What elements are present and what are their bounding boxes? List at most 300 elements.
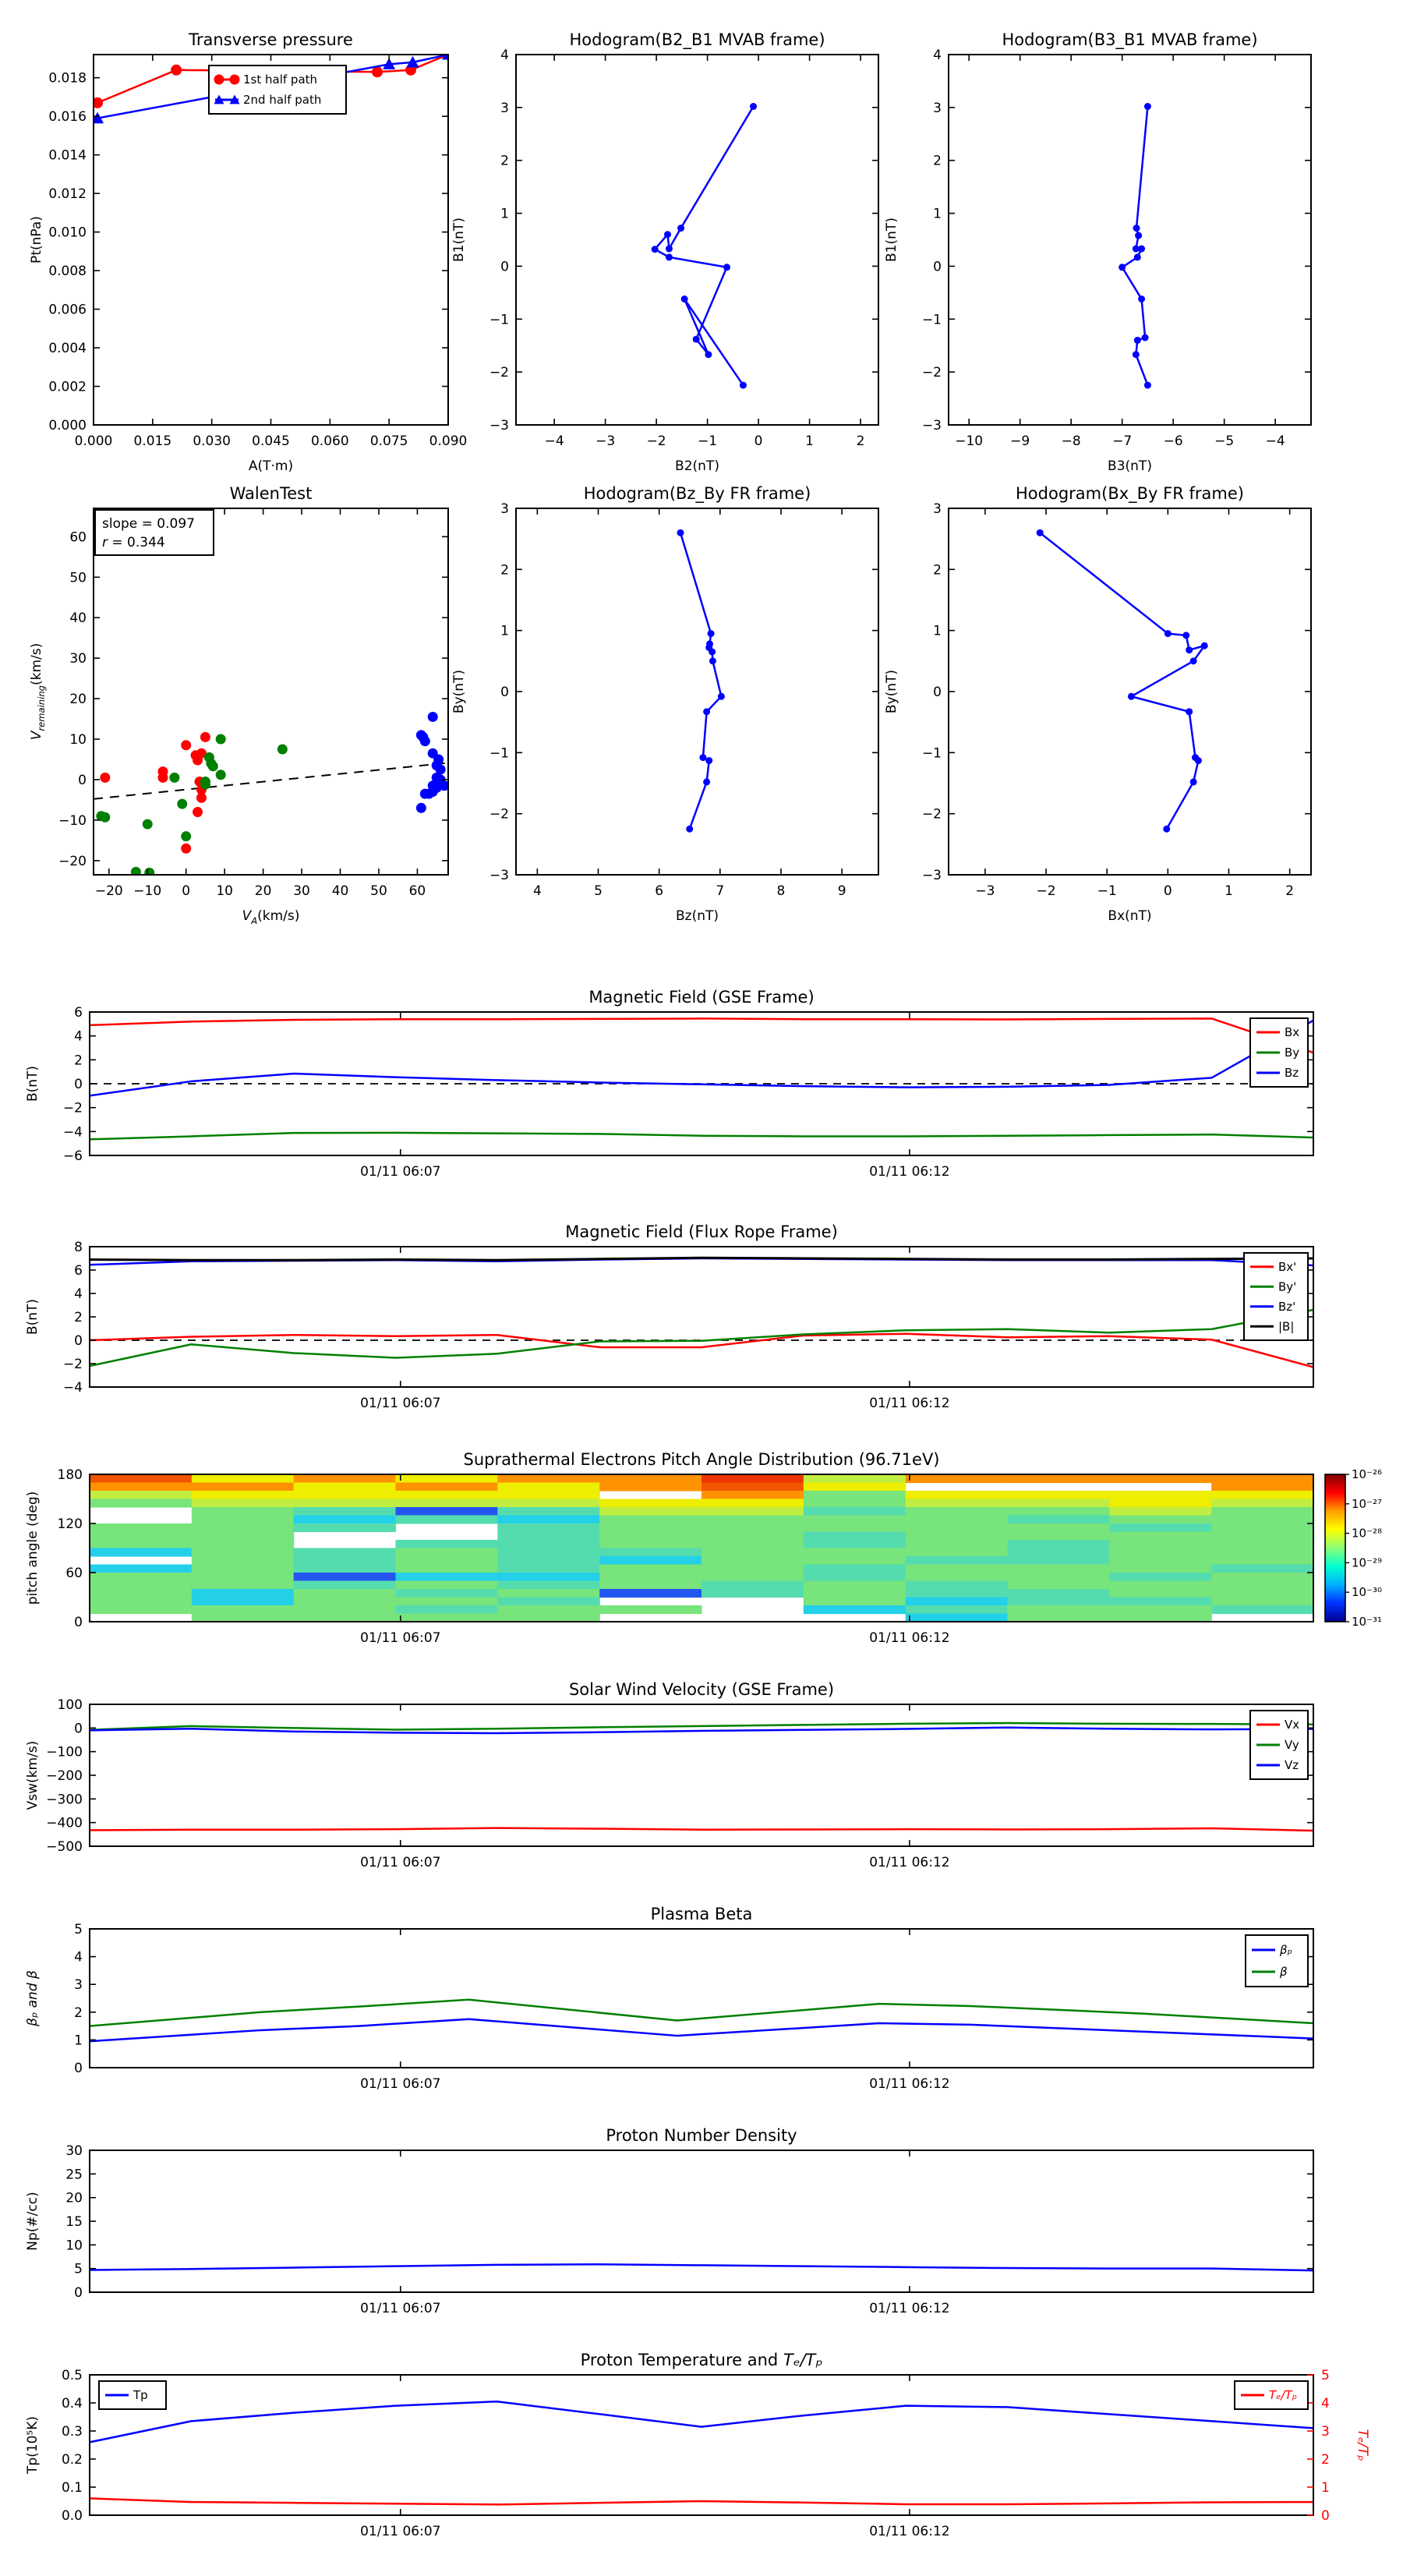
heatmap-cell xyxy=(804,1491,906,1499)
heatmap-cell xyxy=(90,1581,192,1590)
plot-frame xyxy=(949,55,1311,425)
heatmap-cell xyxy=(1109,1573,1211,1581)
data-point-marker xyxy=(1144,382,1151,389)
heatmap-cell xyxy=(906,1556,1008,1565)
heatmap-cell xyxy=(294,1474,396,1483)
x-axis-label: Bx(nT) xyxy=(1108,908,1152,924)
legend-label: βₚ xyxy=(1280,1943,1292,1957)
y-axis-label: B(nT) xyxy=(25,1298,41,1336)
y-tick-label: 0.018 xyxy=(48,70,87,87)
data-point-marker xyxy=(703,778,710,785)
heatmap-cell xyxy=(599,1605,702,1614)
heatmap-cell xyxy=(804,1605,906,1614)
heatmap-cell xyxy=(804,1556,906,1565)
y-axis-label: By(nT) xyxy=(884,669,899,714)
y-tick-label: 0.4 xyxy=(61,2396,83,2411)
y-tick-label: 3 xyxy=(500,100,509,116)
heatmap-cell xyxy=(1211,1598,1313,1606)
y-tick-label: 4 xyxy=(500,48,509,63)
plot-walen xyxy=(29,484,450,926)
y-tick-label: −2 xyxy=(62,1357,83,1372)
y-axis-label: Tp(10⁵K) xyxy=(25,2415,41,2475)
data-point-marker xyxy=(1037,529,1044,536)
data-point-marker xyxy=(193,807,203,817)
heatmap-cell xyxy=(294,1507,396,1516)
heatmap-cell xyxy=(599,1523,702,1532)
heatmap-cell xyxy=(90,1565,192,1573)
data-point-marker xyxy=(420,789,430,799)
plot-bzby xyxy=(451,484,878,924)
x-tick-label: −10 xyxy=(133,883,162,899)
plot-b2b1 xyxy=(451,30,878,474)
heatmap-cell xyxy=(804,1573,906,1581)
data-point-marker xyxy=(372,66,383,77)
y-tick-label: 2 xyxy=(74,2005,83,2021)
heatmap-cell xyxy=(396,1474,498,1483)
plot-title: Proton Temperature and Tₑ/Tₚ xyxy=(580,2351,823,2369)
heatmap-cell xyxy=(294,1573,396,1581)
heatmap-cell xyxy=(1109,1581,1211,1590)
x-tick-label: 0.000 xyxy=(74,433,113,449)
y-tick-label: 2 xyxy=(933,153,942,169)
y-tick-label: 0 xyxy=(78,772,87,788)
heatmap-cell xyxy=(497,1565,599,1573)
data-point-marker xyxy=(177,799,187,809)
x-tick-label: 10 xyxy=(216,883,233,899)
x-tick-label: 0 xyxy=(1163,883,1172,899)
y-tick-label: −2 xyxy=(489,365,509,381)
y-axis-label: Vsw(km/s) xyxy=(25,1740,41,1810)
y-tick-label: 2 xyxy=(933,562,942,579)
heatmap-cell xyxy=(1008,1565,1110,1573)
legend-label: Tp xyxy=(133,2388,148,2402)
x-tick-label: −7 xyxy=(1112,433,1133,449)
heatmap-cell xyxy=(497,1548,599,1557)
data-point-marker xyxy=(200,780,210,790)
y-tick-label: 5 xyxy=(74,2261,83,2277)
y-tick-label: 0.3 xyxy=(61,2424,83,2440)
data-point-marker xyxy=(1182,632,1189,639)
series-Te/Tp xyxy=(90,2498,1313,2504)
heatmap-cell xyxy=(192,1605,294,1614)
heatmap-cell xyxy=(599,1589,702,1598)
plot-title: Hodogram(Bx_By FR frame) xyxy=(1016,484,1244,503)
plot-data-area xyxy=(90,1018,1313,1139)
data-point-marker xyxy=(1195,757,1202,764)
heatmap-cell xyxy=(90,1491,192,1499)
data-point-marker xyxy=(1134,253,1141,260)
heatmap-cell xyxy=(599,1548,702,1557)
data-point-marker xyxy=(1201,642,1208,649)
y-tick-label: 6 xyxy=(74,1005,83,1021)
x-tick-label: −2 xyxy=(646,433,666,449)
y-tick-label: 0 xyxy=(74,1721,83,1737)
right-y-tick-label: 3 xyxy=(1321,2424,1330,2440)
x-tick-label: 4 xyxy=(532,883,542,899)
plot-frame xyxy=(90,1929,1313,2068)
heatmap-cell xyxy=(90,1589,192,1598)
heatmap-cell xyxy=(804,1589,906,1598)
right-y-tick-label: 2 xyxy=(1321,2452,1330,2468)
y-tick-label: 50 xyxy=(69,570,87,586)
heatmap-cell xyxy=(702,1548,804,1557)
legend-label: 2nd half path xyxy=(243,93,322,107)
heatmap-cell xyxy=(599,1573,702,1581)
colorbar-tick-label: 10⁻²⁷ xyxy=(1352,1496,1383,1511)
heatmap-cell xyxy=(90,1474,192,1483)
heatmap-cell xyxy=(1211,1605,1313,1614)
y-tick-label: 100 xyxy=(57,1697,83,1713)
heatmap-cell xyxy=(1109,1598,1211,1606)
heatmap-cell xyxy=(192,1573,294,1581)
heatmap-cell xyxy=(294,1516,396,1524)
legend-label: Vx xyxy=(1285,1718,1300,1732)
heatmap-cell xyxy=(1211,1483,1313,1491)
heatmap-cell xyxy=(1109,1491,1211,1499)
y-tick-label: −1 xyxy=(921,745,942,762)
x-tick-label: 2 xyxy=(1285,883,1295,899)
heatmap-cell xyxy=(702,1581,804,1590)
x-axis-label: $V_A(km/s)$ xyxy=(242,908,300,926)
data-point-marker xyxy=(705,351,712,358)
data-point-marker xyxy=(169,773,179,783)
series-By' xyxy=(90,1310,1313,1366)
plot-title: Transverse pressure xyxy=(189,30,353,49)
x-tick-label: −8 xyxy=(1061,433,1081,449)
heatmap-cell xyxy=(702,1507,804,1516)
heatmap-cell xyxy=(1008,1516,1110,1524)
x-tick-label: 0.045 xyxy=(252,433,290,449)
series-Np xyxy=(90,2264,1313,2270)
heatmap-cell xyxy=(1109,1614,1211,1622)
heatmap-cell xyxy=(1008,1540,1110,1548)
heatmap-cell xyxy=(497,1598,599,1606)
heatmap-cell xyxy=(396,1589,498,1598)
heatmap-cell xyxy=(192,1565,294,1573)
heatmap-cell xyxy=(1109,1589,1211,1598)
x-tick-label: 1 xyxy=(805,433,814,449)
y-tick-label: 1 xyxy=(933,206,942,222)
heatmap-cell xyxy=(599,1499,702,1508)
y-tick-label: −4 xyxy=(62,1124,83,1141)
series-By xyxy=(90,1133,1313,1139)
heatmap-cell xyxy=(90,1605,192,1614)
heatmap-cell xyxy=(396,1605,498,1614)
heatmap-cell xyxy=(906,1548,1008,1557)
y-tick-label: 0.004 xyxy=(48,341,87,357)
heatmap-cell xyxy=(804,1565,906,1573)
plot-frame xyxy=(516,55,878,425)
heatmap-cell xyxy=(906,1540,1008,1548)
plot-data-area xyxy=(652,103,757,389)
plot-title: Proton Number Density xyxy=(606,2126,797,2145)
data-point-marker xyxy=(1128,693,1135,700)
heatmap-cell xyxy=(1211,1474,1313,1483)
heatmap-cell xyxy=(1211,1507,1313,1516)
y-tick-label: 10 xyxy=(65,2238,83,2254)
heatmap-cell xyxy=(294,1556,396,1565)
heatmap-cell xyxy=(1211,1532,1313,1541)
plot-gse xyxy=(25,988,1313,1180)
heatmap-cell xyxy=(1008,1556,1110,1565)
heatmap-cell xyxy=(192,1540,294,1548)
y-tick-label: 1 xyxy=(933,623,942,639)
heatmap-cell xyxy=(1008,1614,1110,1622)
heatmap-cell xyxy=(1008,1499,1110,1508)
plot-title: Solar Wind Velocity (GSE Frame) xyxy=(568,1680,835,1699)
data-point-marker xyxy=(677,225,684,232)
heatmap-cell xyxy=(497,1516,599,1524)
x-tick-label: −1 xyxy=(1097,883,1117,899)
heatmap-cell xyxy=(1211,1589,1313,1598)
heatmap-cell xyxy=(1109,1532,1211,1541)
heatmap-cell xyxy=(804,1507,906,1516)
y-tick-label: 2 xyxy=(500,153,509,169)
heatmap-cell xyxy=(396,1483,498,1491)
plot-data-area xyxy=(90,2000,1313,2041)
heatmap-cell xyxy=(599,1474,702,1483)
heatmap-cell xyxy=(294,1491,396,1499)
heatmap-cell xyxy=(90,1499,192,1508)
y-tick-label: 0 xyxy=(74,1333,83,1349)
heatmap-cell xyxy=(396,1556,498,1565)
y-tick-label: 25 xyxy=(65,2167,83,2183)
colorbar-tick-label: 10⁻³¹ xyxy=(1352,1615,1383,1629)
plot-data-area xyxy=(90,1258,1313,1367)
annotation-line: slope = 0.097 xyxy=(102,516,195,532)
heatmap-cell xyxy=(90,1598,192,1606)
heatmap-cell xyxy=(1008,1548,1110,1557)
data-point-marker xyxy=(216,734,226,745)
y-axis-label: B1(nT) xyxy=(884,218,899,262)
heatmap-cell xyxy=(1109,1499,1211,1508)
data-point-marker xyxy=(1186,708,1193,715)
heatmap-cell xyxy=(1211,1516,1313,1524)
x-tick-label: 20 xyxy=(254,883,272,899)
heatmap-cell xyxy=(497,1523,599,1532)
y-tick-label: 0 xyxy=(500,259,509,275)
y-axis-label: B(nT) xyxy=(25,1065,41,1102)
x-axis-label: A(T·m) xyxy=(248,458,294,474)
x-tick-label: 01/11 06:12 xyxy=(869,1396,950,1411)
y-tick-label: 0 xyxy=(500,685,509,700)
y-tick-label: −2 xyxy=(62,1100,83,1116)
heatmap-cell xyxy=(1211,1556,1313,1565)
y-tick-label: −400 xyxy=(46,1815,83,1831)
y-tick-label: 4 xyxy=(74,1286,83,1302)
series-Vx xyxy=(90,1828,1313,1831)
y-axis-label: By(nT) xyxy=(451,669,467,714)
y-tick-label: 0 xyxy=(74,2285,83,2301)
heatmap-cell xyxy=(906,1516,1008,1524)
heatmap-cell xyxy=(599,1581,702,1590)
x-tick-label: 01/11 06:07 xyxy=(360,1164,441,1180)
heatmap-cell xyxy=(497,1499,599,1508)
data-point-marker xyxy=(703,708,710,715)
heatmap-cell xyxy=(497,1589,599,1598)
heatmap-cell xyxy=(906,1605,1008,1614)
colorbar-tick-label: 10⁻²⁸ xyxy=(1352,1526,1383,1541)
y-axis-label: βₚ and β xyxy=(25,1970,41,2026)
legend-label: Vy xyxy=(1285,1738,1299,1752)
x-tick-label: 9 xyxy=(837,883,846,899)
x-tick-label: 0.090 xyxy=(429,433,468,449)
heatmap-cell xyxy=(1008,1581,1110,1590)
legend xyxy=(1246,1935,1308,1987)
heatmap-cell xyxy=(702,1589,804,1598)
heatmap-cell xyxy=(1211,1573,1313,1581)
y-tick-label: −300 xyxy=(46,1792,83,1808)
y-tick-label: 0.016 xyxy=(48,109,87,126)
heatmap-cell xyxy=(702,1499,804,1508)
heatmap-cell xyxy=(1008,1532,1110,1541)
x-tick-label: 2 xyxy=(856,433,865,449)
heatmap-cell xyxy=(192,1532,294,1541)
y-tick-label: 8 xyxy=(74,1240,83,1255)
x-tick-label: 01/11 06:12 xyxy=(869,2076,950,2092)
y-tick-label: −100 xyxy=(46,1744,83,1760)
heatmap-cell xyxy=(1211,1491,1313,1499)
heatmap-cell xyxy=(497,1507,599,1516)
plot-data-area xyxy=(90,2264,1313,2270)
heatmap-cell xyxy=(396,1573,498,1581)
x-tick-label: −5 xyxy=(1214,433,1235,449)
data-point-marker xyxy=(1138,246,1145,253)
y-tick-label: 1 xyxy=(500,623,509,639)
plot-fr xyxy=(25,1223,1313,1411)
heatmap-cell xyxy=(90,1532,192,1541)
x-tick-label: −20 xyxy=(94,883,123,899)
x-tick-label: 0.060 xyxy=(310,433,349,449)
x-tick-label: 1 xyxy=(1225,883,1233,899)
plot-frame xyxy=(90,2375,1313,2515)
data-point-marker xyxy=(750,103,757,110)
heatmap-cell xyxy=(1211,1565,1313,1573)
heatmap-cell xyxy=(906,1474,1008,1483)
y-tick-label: −2 xyxy=(489,806,509,823)
heatmap-cell xyxy=(702,1474,804,1483)
y-tick-label: 20 xyxy=(65,2190,83,2206)
plot-data-area xyxy=(90,1723,1313,1831)
y-tick-label: 15 xyxy=(65,2214,83,2230)
x-tick-label: 01/11 06:07 xyxy=(360,1855,441,1870)
heatmap-cell xyxy=(1008,1507,1110,1516)
y-tick-label: 0.0 xyxy=(61,2508,83,2524)
y-tick-label: 0.012 xyxy=(48,186,87,203)
heatmap-cell xyxy=(497,1581,599,1590)
heatmap-cell xyxy=(906,1523,1008,1532)
plot-pressure xyxy=(29,30,467,474)
legend-label: Bx' xyxy=(1278,1259,1297,1274)
heatmap-cell xyxy=(192,1499,294,1508)
y-tick-label: 20 xyxy=(69,692,87,708)
heatmap-cell xyxy=(294,1499,396,1508)
y-tick-label: −200 xyxy=(46,1768,83,1784)
data-point-marker xyxy=(699,754,706,761)
plot-bxby xyxy=(884,484,1311,924)
y-tick-label: −3 xyxy=(921,418,942,433)
heatmap-cell xyxy=(1008,1589,1110,1598)
x-tick-label: 40 xyxy=(331,883,349,899)
plot-title: Hodogram(B2_B1 MVAB frame) xyxy=(569,30,825,49)
y-tick-label: 180 xyxy=(57,1467,83,1483)
data-point-marker xyxy=(1134,337,1141,344)
heatmap-cell xyxy=(599,1507,702,1516)
x-tick-label: 01/11 06:12 xyxy=(869,2524,950,2539)
x-tick-label: 01/11 06:07 xyxy=(360,1630,441,1646)
y-tick-label: 0.006 xyxy=(48,302,87,318)
plot-data-area xyxy=(90,1474,1314,1622)
series-Tp xyxy=(90,2401,1313,2442)
heatmap-cell xyxy=(804,1483,906,1491)
plot-title: Plasma Beta xyxy=(650,1905,753,1923)
heatmap-cell xyxy=(1008,1598,1110,1606)
right-y-tick-label: 1 xyxy=(1321,2480,1330,2496)
heatmap-cell xyxy=(396,1507,498,1516)
legend-label: By xyxy=(1285,1046,1300,1060)
y-tick-label: 3 xyxy=(933,501,942,517)
y-tick-label: 0.008 xyxy=(48,264,87,280)
heatmap-cell xyxy=(396,1540,498,1548)
plot-vel xyxy=(25,1680,1313,1870)
heatmap-cell xyxy=(1109,1556,1211,1565)
x-tick-label: 30 xyxy=(293,883,310,899)
data-point-marker xyxy=(681,295,688,303)
data-point-marker xyxy=(1144,103,1151,110)
heatmap-cell xyxy=(294,1523,396,1532)
legend-label: Bz xyxy=(1285,1066,1299,1080)
heatmap-cell xyxy=(804,1581,906,1590)
heatmap-cell xyxy=(1109,1516,1211,1524)
heatmap-cell xyxy=(497,1573,599,1581)
heatmap-cell xyxy=(804,1548,906,1557)
data-point-marker xyxy=(666,246,673,253)
heatmap-cell xyxy=(1008,1573,1110,1581)
x-tick-label: 5 xyxy=(594,883,603,899)
data-point-marker xyxy=(214,75,224,85)
plot-data-area xyxy=(90,2401,1313,2504)
heatmap-cell xyxy=(804,1523,906,1532)
heatmap-cell xyxy=(192,1523,294,1532)
heatmap-cell xyxy=(90,1548,192,1557)
data-point-marker xyxy=(709,649,716,656)
heatmap-cell xyxy=(294,1581,396,1590)
right-y-tick-label: 4 xyxy=(1321,2396,1330,2411)
y-tick-label: −6 xyxy=(62,1148,83,1164)
heatmap-cell xyxy=(294,1605,396,1614)
series-Bx xyxy=(90,1018,1313,1053)
heatmap-cell xyxy=(599,1540,702,1548)
heatmap-cell xyxy=(1211,1523,1313,1532)
series-|B| xyxy=(90,1258,1313,1260)
heatmap-cell xyxy=(396,1614,498,1622)
heatmap-cell xyxy=(1109,1507,1211,1516)
data-point-marker xyxy=(1164,630,1172,637)
y-tick-label: −4 xyxy=(62,1380,83,1396)
heatmap-cell xyxy=(497,1614,599,1622)
plot-data-area xyxy=(1037,529,1208,833)
colorbar-tick-label: 10⁻³⁰ xyxy=(1352,1585,1383,1600)
y-tick-label: 0 xyxy=(933,259,942,275)
data-point-marker xyxy=(666,253,673,260)
y-tick-label: 2 xyxy=(500,562,509,579)
annotation-line: r = 0.344 xyxy=(102,535,165,550)
colorbar-tick-label: 10⁻²⁶ xyxy=(1352,1467,1383,1481)
colorbar xyxy=(1325,1474,1345,1622)
y-tick-label: 3 xyxy=(74,1977,83,1994)
heatmap-cell xyxy=(906,1581,1008,1590)
data-point-marker xyxy=(740,382,747,389)
